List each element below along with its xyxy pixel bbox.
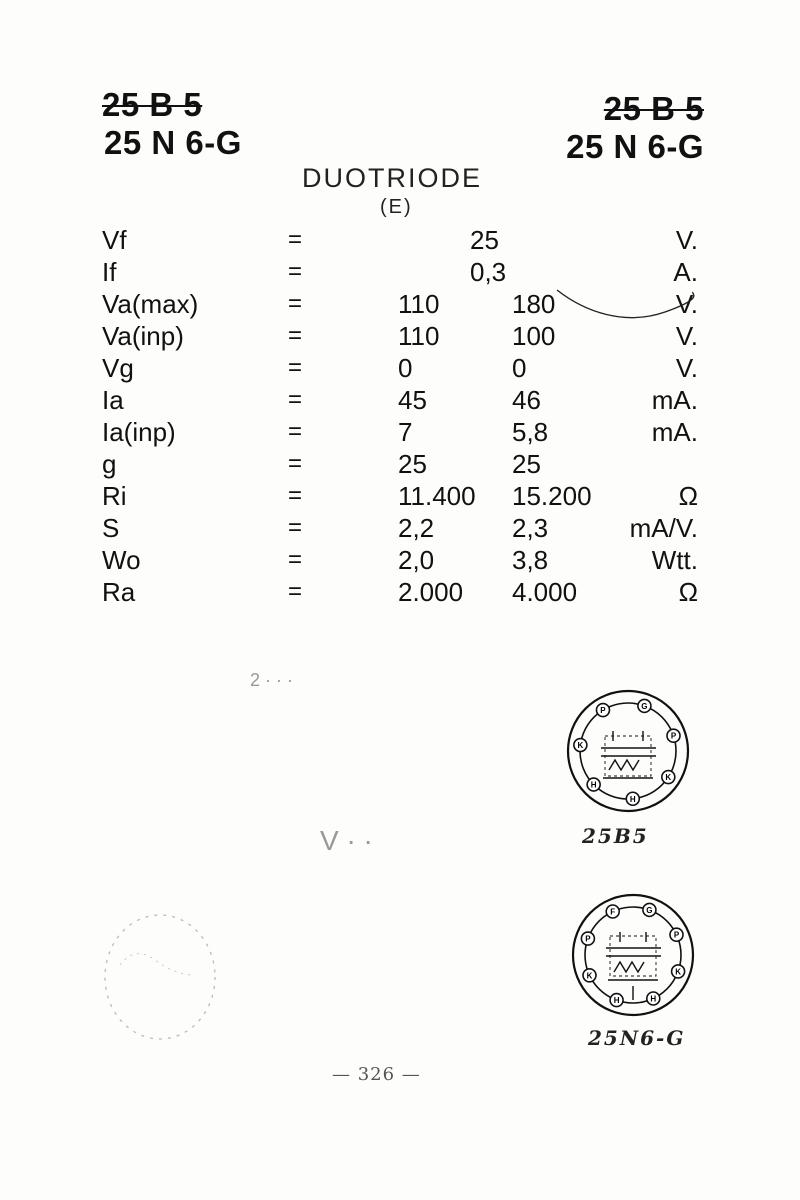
param-unit: Wtt.	[651, 545, 698, 575]
equals-sign: =	[288, 226, 303, 253]
header-right-bottom: 25 N 6-G	[566, 128, 704, 165]
param-unit: V.	[675, 321, 698, 351]
param-unit: mA.	[651, 385, 698, 415]
param-value-1: 11.400	[398, 481, 476, 511]
page-subtitle: (E)	[380, 196, 413, 218]
table-row	[0, 544, 800, 576]
param-value-2: 46	[512, 385, 541, 415]
equals-sign: =	[288, 322, 303, 349]
bleed-through-marks: 2 · · ·	[250, 670, 293, 690]
socket-pin-label: G	[641, 701, 648, 711]
socket-diagram-25n6g	[568, 890, 698, 1020]
param-symbol: S	[102, 513, 120, 543]
param-value: 0,3	[470, 257, 507, 287]
param-symbol: Ia	[102, 385, 124, 415]
param-symbol: g	[102, 449, 117, 479]
page-title: DUOTRIODE	[302, 163, 482, 193]
param-unit: V.	[675, 225, 698, 255]
equals-sign: =	[288, 258, 303, 285]
socket-pin-label: K	[577, 741, 584, 751]
bleed-through-stamp	[95, 905, 230, 1055]
param-value-1: 0	[398, 353, 413, 383]
socket-pin-label: P	[600, 706, 606, 716]
equals-sign: =	[288, 450, 303, 477]
param-value-2: 100	[512, 321, 556, 351]
param-value-2: 180	[512, 289, 556, 319]
param-value-1: 45	[398, 385, 427, 415]
param-value-1: 2.000	[398, 577, 464, 607]
param-value-2: 15.200	[512, 481, 592, 511]
socket-pin-label: G	[646, 905, 653, 915]
param-symbol: Vg	[102, 353, 134, 383]
socket-pin-label: K	[665, 773, 672, 783]
param-value-2: 3,8	[512, 545, 549, 575]
equals-sign: =	[288, 290, 303, 317]
table-row	[0, 576, 800, 608]
param-symbol: Ia(inp)	[102, 417, 176, 447]
param-value-2: 5,8	[512, 417, 549, 447]
header-left-bottom: 25 N 6-G	[104, 124, 242, 161]
param-value-2: 0	[512, 353, 527, 383]
param-unit: V.	[675, 353, 698, 383]
param-unit: A.	[673, 257, 698, 287]
socket-pin-label: K	[586, 971, 593, 981]
param-value-1: 25	[398, 449, 427, 479]
param-value-2: 4.000	[512, 577, 578, 607]
param-symbol: Ra	[102, 577, 136, 607]
param-value-2: 2,3	[512, 513, 549, 543]
equals-sign: =	[288, 482, 303, 509]
table-row	[0, 224, 800, 256]
table-row	[0, 448, 800, 480]
param-value-1: 2,2	[398, 513, 435, 543]
param-value: 25	[470, 225, 499, 255]
param-unit: Ω	[678, 481, 698, 511]
header-left-top: 25 B 5	[102, 86, 203, 123]
diagram-caption-25n6g: 25N6-G	[588, 1026, 686, 1050]
equals-sign: =	[288, 578, 303, 605]
header-right-top: 25 B 5	[603, 90, 704, 127]
socket-pin-label: P	[670, 731, 677, 741]
diagram-caption-25b5: 25B5	[582, 824, 649, 848]
param-symbol: Wo	[102, 545, 141, 575]
param-value-1: 110	[398, 289, 440, 319]
param-symbol: Vf	[102, 225, 127, 255]
equals-sign: =	[288, 354, 303, 381]
equals-sign: =	[288, 386, 303, 413]
param-symbol: If	[102, 257, 117, 287]
param-unit: mA/V.	[629, 513, 698, 543]
param-unit: Ω	[678, 577, 698, 607]
socket-pin-label: H	[650, 994, 657, 1004]
param-value-1: 110	[398, 321, 440, 351]
equals-sign: =	[288, 514, 303, 541]
socket-pin-label: H	[613, 996, 620, 1006]
socket-pin-label: H	[629, 794, 636, 804]
param-symbol: Va(max)	[102, 289, 199, 319]
table-row	[0, 384, 800, 416]
table-row	[0, 480, 800, 512]
param-value-2: 25	[512, 449, 541, 479]
table-row	[0, 512, 800, 544]
page-number: — 326 —	[332, 1064, 421, 1085]
pen-mark-curve	[555, 282, 695, 330]
socket-pin-label: P	[673, 930, 680, 940]
param-unit: mA.	[651, 417, 698, 447]
socket-diagram-25b5	[563, 686, 693, 816]
socket-pin-label: H	[590, 780, 597, 790]
table-row	[0, 416, 800, 448]
equals-sign: =	[288, 546, 303, 573]
socket-pin-label: F	[610, 907, 616, 917]
equals-sign: =	[288, 418, 303, 445]
param-value-1: 7	[398, 417, 413, 447]
param-unit: V.	[675, 289, 698, 319]
param-symbol: Va(inp)	[102, 321, 184, 351]
socket-pin-label: K	[675, 967, 681, 977]
bleed-through-marks-2: V · ·	[320, 825, 373, 856]
param-value-1: 2,0	[398, 545, 435, 575]
param-symbol: Ri	[102, 481, 127, 511]
socket-pin-label: P	[585, 934, 591, 944]
table-row	[0, 352, 800, 384]
